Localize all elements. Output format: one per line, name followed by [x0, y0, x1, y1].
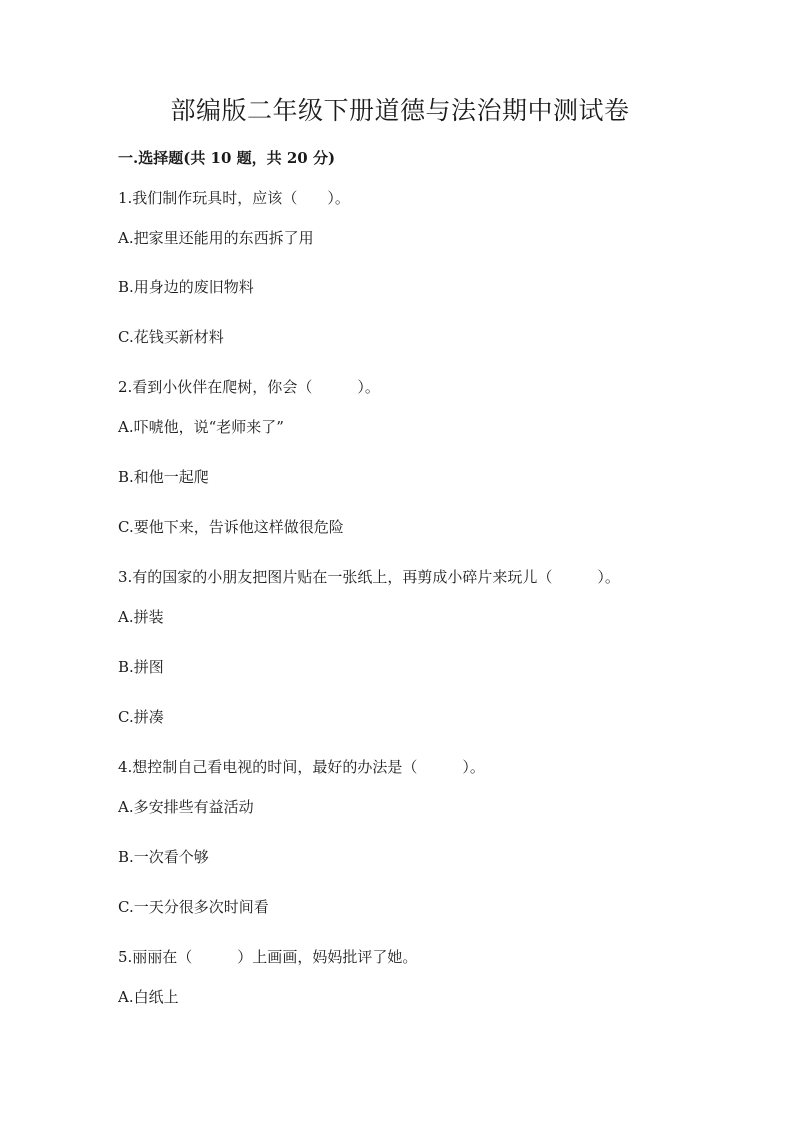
question-5-option-a: A.白纸上 — [118, 988, 179, 1006]
question-2-option-a: A.吓唬他，说“老师来了” — [118, 418, 284, 436]
section-heading: 一.选择题(共 10 题，共 20 分) — [118, 149, 336, 167]
page-title: 部编版二年级下册道德与法治期中测试卷 — [170, 96, 630, 125]
question-3-stem: 3.有的国家的小朋友把图片贴在一张纸上，再剪成小碎片来玩儿（ ）。 — [118, 568, 620, 586]
question-3-option-c: C.拼凑 — [118, 708, 164, 726]
question-4-option-b: B.一次看个够 — [118, 848, 209, 866]
question-1-stem: 1.我们制作玩具时，应该（ ）。 — [118, 189, 350, 207]
question-2-option-b: B.和他一起爬 — [118, 468, 209, 486]
question-1-option-c: C.花钱买新材料 — [118, 328, 224, 346]
question-1-option-a: A.把家里还能用的东西拆了用 — [118, 229, 314, 247]
question-4-stem: 4.想控制自己看电视的时间，最好的办法是（ ）。 — [118, 758, 485, 776]
question-2-stem: 2.看到小伙伴在爬树，你会（ ）。 — [118, 378, 380, 396]
question-3-option-a: A.拼装 — [118, 608, 164, 626]
question-4-option-c: C.一天分很多次时间看 — [118, 898, 269, 916]
question-5-stem: 5.丽丽在（ ）上画画，妈妈批评了她。 — [118, 948, 418, 966]
question-4-option-a: A.多安排些有益活动 — [118, 798, 254, 816]
question-2-option-c: C.要他下来，告诉他这样做很危险 — [118, 518, 344, 536]
question-3-option-b: B.拼图 — [118, 658, 164, 676]
question-1-option-b: B.用身边的废旧物料 — [118, 278, 254, 296]
